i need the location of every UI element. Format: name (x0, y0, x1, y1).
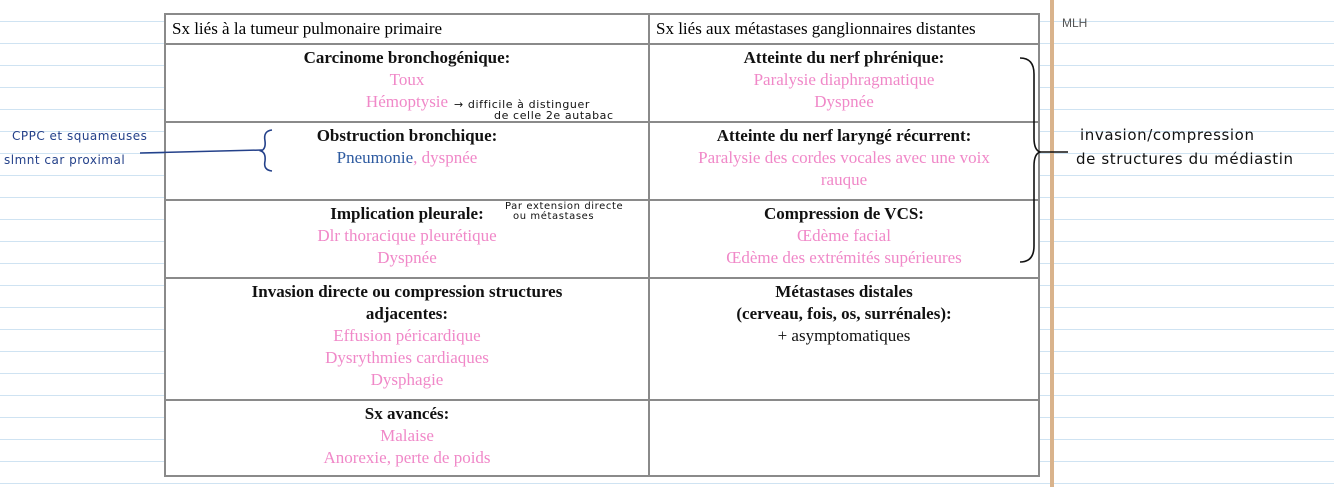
header-primary-tumor: Sx liés à la tumeur pulmonaire primaire (165, 14, 649, 44)
symptom-item: Œdème facial (797, 226, 891, 245)
cell-invasion (165, 278, 649, 400)
cell-phrenic (649, 44, 1039, 122)
symptom-item: Hémoptysie (365, 92, 449, 111)
cell-distal-metastases (649, 278, 1039, 400)
cell-empty (649, 400, 1039, 476)
hemoptysie-annotation (454, 99, 614, 121)
cell-obstruction (165, 122, 649, 200)
left-margin-annotation (4, 124, 148, 172)
symptom-item: Toux (389, 70, 425, 89)
symptom-item: Anorexie, perte de poids (323, 448, 491, 467)
annotation-line: de celle 2e autabac (494, 109, 614, 122)
symptom-item: Dysphagie (370, 370, 444, 389)
table-header-row (165, 14, 1039, 44)
symptom-item: Dyspnée (814, 92, 874, 111)
header-distant-metastases: Sx liés aux métastases ganglionnaires distantes (649, 14, 1039, 44)
symptom-item: Dyspnée (377, 248, 437, 267)
annotation-line: Par extension directe (505, 201, 624, 212)
cell-title: (cerveau, fois, os, surrénales): (736, 304, 952, 323)
cell-title: Obstruction bronchique: (316, 126, 498, 145)
paper-margin-line (1050, 0, 1054, 487)
annotation-line: de structures du médiastin (1076, 150, 1294, 168)
cell-title: Carcinome bronchogénique: (303, 48, 511, 67)
annotation-line: slmnt car proximal (4, 153, 126, 167)
cell-title: Compression de VCS: (764, 204, 924, 223)
margin-note: MLH (1062, 16, 1088, 30)
annotation-line: invasion/compression (1080, 126, 1255, 144)
symptom-item: rauque (820, 170, 868, 189)
pleural-annotation (505, 202, 623, 222)
cell-advanced (165, 400, 649, 476)
annotation-line: ou métastases (513, 211, 595, 222)
cell-title: Implication pleurale: (330, 204, 484, 223)
cell-title: adjacentes: (365, 304, 449, 323)
cell-title: Métastases distales (775, 282, 913, 301)
symptom-item: Œdème des extrémités supérieures (726, 248, 962, 267)
symptom-item: Dlr thoracique pleurétique (317, 226, 497, 245)
symptom-item: + asymptomatiques (777, 326, 911, 345)
symptom-item: Dysrythmies cardiaques (325, 348, 489, 367)
symptom-line (172, 147, 642, 169)
cell-title: Sx avancés: (364, 404, 450, 423)
annotation-line: → difficile à distinguer (454, 98, 590, 111)
cell-vcs (649, 200, 1039, 278)
annotation-line: CPPC et squameuses (12, 129, 148, 143)
right-annotation (1076, 123, 1294, 171)
symptom-item: Paralysie des cordes vocales avec une voix (698, 148, 990, 167)
table-row (165, 278, 1039, 400)
cell-title: Atteinte du nerf phrénique: (743, 48, 945, 67)
cell-title: Invasion directe ou compression structures (251, 282, 563, 301)
symptom-item: Effusion péricardique (333, 326, 481, 345)
table-row (165, 122, 1039, 200)
symptom-pneumonie: Pneumonie (336, 148, 414, 167)
cell-laryngeal (649, 122, 1039, 200)
symptom-item: Malaise (380, 426, 434, 445)
symptom-dyspnee: , dyspnée (413, 148, 478, 167)
table-row (165, 400, 1039, 476)
symptom-item: Paralysie diaphragmatique (753, 70, 935, 89)
symptoms-table (164, 13, 1040, 477)
cell-title: Atteinte du nerf laryngé récurrent: (716, 126, 972, 145)
